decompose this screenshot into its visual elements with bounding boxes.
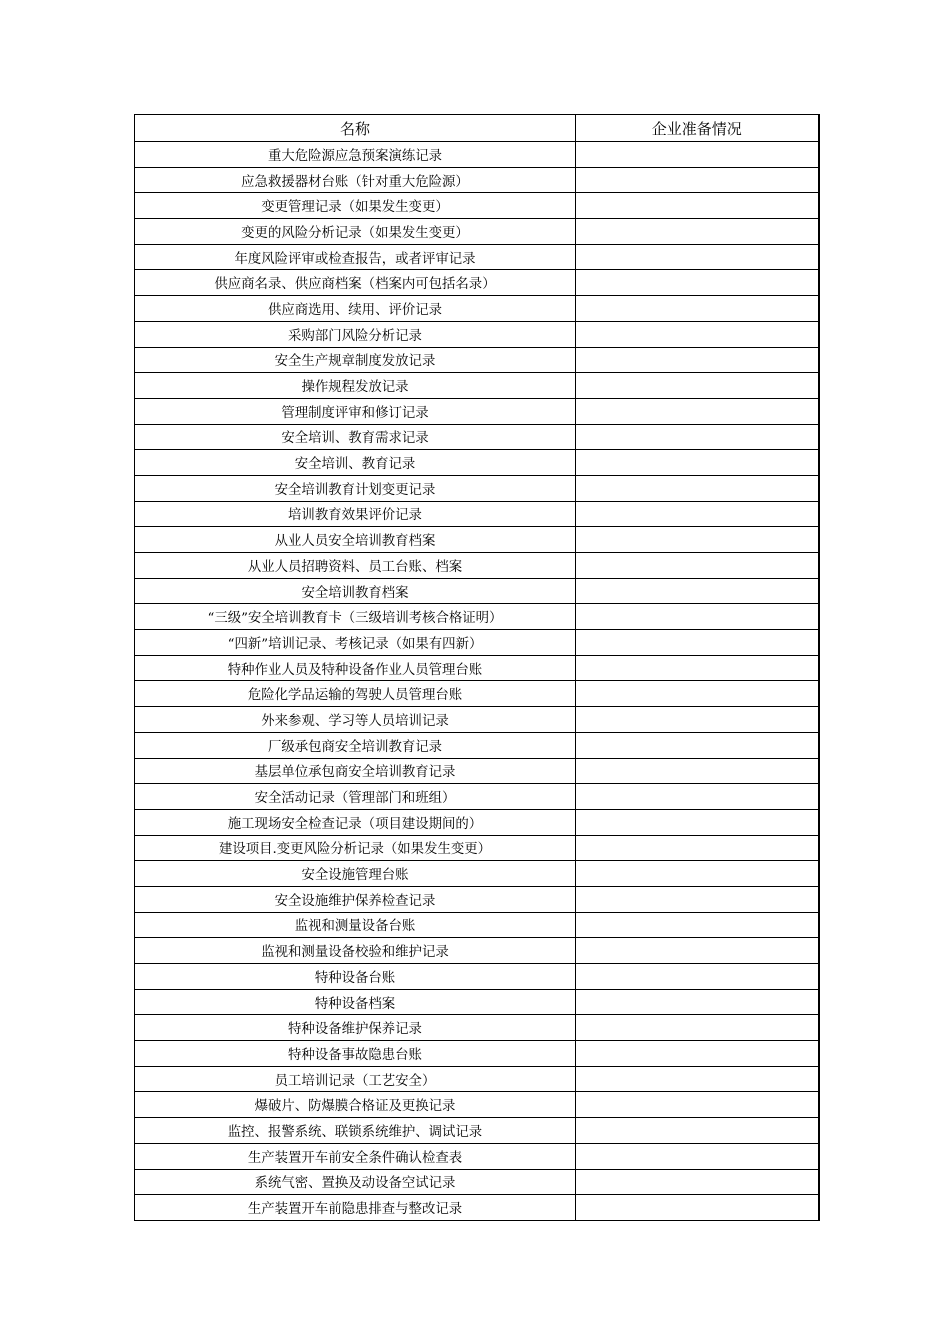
header-name: 名称 — [135, 115, 576, 142]
record-name-cell: 采购部门风险分析记录 — [135, 321, 576, 347]
table-row — [135, 861, 819, 887]
record-status-cell[interactable] — [576, 398, 819, 424]
record-status-cell[interactable] — [576, 347, 819, 373]
record-status-cell[interactable] — [576, 373, 819, 399]
table-row — [135, 784, 819, 810]
records-table — [134, 114, 820, 1221]
table-row — [135, 347, 819, 373]
record-status-cell[interactable] — [576, 1118, 819, 1144]
record-name-cell: 外来参观、学习等人员培训记录 — [135, 707, 576, 733]
record-status-cell[interactable] — [576, 604, 819, 630]
record-status-cell[interactable] — [576, 1169, 819, 1195]
record-status-cell[interactable] — [576, 989, 819, 1015]
table-header-row — [135, 115, 819, 142]
table-row — [135, 707, 819, 733]
record-name-cell: 供应商名录、供应商档案（档案内可包括名录） — [135, 270, 576, 296]
record-status-cell[interactable] — [576, 732, 819, 758]
record-status-cell[interactable] — [576, 1143, 819, 1169]
record-name-cell: 生产装置开车前隐患排查与整改记录 — [135, 1195, 576, 1221]
table-row — [135, 321, 819, 347]
table-row — [135, 398, 819, 424]
table-row — [135, 1041, 819, 1067]
record-name-cell: 安全设施管理台账 — [135, 861, 576, 887]
record-status-cell[interactable] — [576, 424, 819, 450]
table-row — [135, 1169, 819, 1195]
record-status-cell[interactable] — [576, 681, 819, 707]
record-name-cell: 特种设备台账 — [135, 964, 576, 990]
record-name-cell: 厂级承包商安全培训教育记录 — [135, 732, 576, 758]
record-status-cell[interactable] — [576, 296, 819, 322]
record-name-cell: 危险化学品运输的驾驶人员管理台账 — [135, 681, 576, 707]
record-name-cell: 监控、报警系统、联锁系统维护、调试记录 — [135, 1118, 576, 1144]
record-name-cell: 操作规程发放记录 — [135, 373, 576, 399]
table-row — [135, 809, 819, 835]
table-row — [135, 681, 819, 707]
record-name-cell: 安全培训教育档案 — [135, 578, 576, 604]
record-status-cell[interactable] — [576, 886, 819, 912]
table-row — [135, 1015, 819, 1041]
table-row — [135, 142, 819, 168]
record-name-cell: 安全生产规章制度发放记录 — [135, 347, 576, 373]
record-name-cell: 施工现场安全检查记录（项目建设期间的） — [135, 809, 576, 835]
record-name-cell: 系统气密、置换及动设备空试记录 — [135, 1169, 576, 1195]
record-name-cell: “三级”安全培训教育卡（三级培训考核合格证明） — [135, 604, 576, 630]
record-status-cell[interactable] — [576, 501, 819, 527]
record-name-cell: 特种设备事故隐患台账 — [135, 1041, 576, 1067]
record-name-cell: 重大危险源应急预案演练记录 — [135, 142, 576, 168]
record-status-cell[interactable] — [576, 784, 819, 810]
record-name-cell: 从业人员安全培训教育档案 — [135, 527, 576, 553]
table-row — [135, 989, 819, 1015]
table-row — [135, 219, 819, 245]
record-status-cell[interactable] — [576, 809, 819, 835]
record-status-cell[interactable] — [576, 938, 819, 964]
record-name-cell: 安全培训教育计划变更记录 — [135, 475, 576, 501]
record-status-cell[interactable] — [576, 1092, 819, 1118]
record-status-cell[interactable] — [576, 1066, 819, 1092]
table-row — [135, 655, 819, 681]
table-row — [135, 1092, 819, 1118]
table-row — [135, 938, 819, 964]
table-row — [135, 501, 819, 527]
table-row — [135, 296, 819, 322]
table-row — [135, 475, 819, 501]
record-status-cell[interactable] — [576, 912, 819, 938]
record-status-cell[interactable] — [576, 167, 819, 193]
record-name-cell: 应急救援器材台账（针对重大危险源） — [135, 167, 576, 193]
record-name-cell: 特种作业人员及特种设备作业人员管理台账 — [135, 655, 576, 681]
record-name-cell: “四新”培训记录、考核记录（如果有四新） — [135, 630, 576, 656]
record-status-cell[interactable] — [576, 1041, 819, 1067]
record-name-cell: 培训教育效果评价记录 — [135, 501, 576, 527]
header-status: 企业准备情况 — [576, 115, 819, 142]
record-status-cell[interactable] — [576, 964, 819, 990]
record-name-cell: 年度风险评审或检查报告，或者评审记录 — [135, 244, 576, 270]
record-status-cell[interactable] — [576, 193, 819, 219]
record-status-cell[interactable] — [576, 578, 819, 604]
record-name-cell: 特种设备档案 — [135, 989, 576, 1015]
table-row — [135, 886, 819, 912]
records-sheet — [134, 114, 818, 1221]
record-status-cell[interactable] — [576, 1195, 819, 1221]
table-row — [135, 604, 819, 630]
record-name-cell: 特种设备维护保养记录 — [135, 1015, 576, 1041]
table-row — [135, 835, 819, 861]
record-name-cell: 爆破片、防爆膜合格证及更换记录 — [135, 1092, 576, 1118]
record-status-cell[interactable] — [576, 219, 819, 245]
table-row — [135, 578, 819, 604]
table-row — [135, 732, 819, 758]
record-status-cell[interactable] — [576, 270, 819, 296]
table-row — [135, 1118, 819, 1144]
record-name-cell: 监视和测量设备台账 — [135, 912, 576, 938]
table-row — [135, 630, 819, 656]
record-status-cell[interactable] — [576, 450, 819, 476]
table-row — [135, 964, 819, 990]
record-name-cell: 变更的风险分析记录（如果发生变更） — [135, 219, 576, 245]
record-status-cell[interactable] — [576, 527, 819, 553]
record-status-cell[interactable] — [576, 835, 819, 861]
record-name-cell: 安全活动记录（管理部门和班组） — [135, 784, 576, 810]
record-status-cell[interactable] — [576, 707, 819, 733]
record-name-cell: 变更管理记录（如果发生变更） — [135, 193, 576, 219]
record-name-cell: 供应商选用、续用、评价记录 — [135, 296, 576, 322]
table-row — [135, 373, 819, 399]
table-row — [135, 527, 819, 553]
record-name-cell: 生产装置开车前安全条件确认检查表 — [135, 1143, 576, 1169]
table-row — [135, 424, 819, 450]
table-row — [135, 244, 819, 270]
record-name-cell: 监视和测量设备校验和维护记录 — [135, 938, 576, 964]
record-status-cell[interactable] — [576, 861, 819, 887]
record-name-cell: 安全培训、教育记录 — [135, 450, 576, 476]
table-row — [135, 912, 819, 938]
record-status-cell[interactable] — [576, 244, 819, 270]
record-name-cell: 从业人员招聘资料、员工台账、档案 — [135, 553, 576, 579]
record-status-cell[interactable] — [576, 553, 819, 579]
record-name-cell: 基层单位承包商安全培训教育记录 — [135, 758, 576, 784]
record-name-cell: 安全设施维护保养检查记录 — [135, 886, 576, 912]
record-status-cell[interactable] — [576, 321, 819, 347]
table-row — [135, 1195, 819, 1221]
records-body — [135, 142, 819, 1221]
record-name-cell: 员工培训记录（工艺安全） — [135, 1066, 576, 1092]
table-row — [135, 450, 819, 476]
record-status-cell[interactable] — [576, 475, 819, 501]
record-status-cell[interactable] — [576, 142, 819, 168]
record-name-cell: 管理制度评审和修订记录 — [135, 398, 576, 424]
table-row — [135, 270, 819, 296]
record-status-cell[interactable] — [576, 630, 819, 656]
record-name-cell: 建设项目.变更风险分析记录（如果发生变更） — [135, 835, 576, 861]
table-row — [135, 758, 819, 784]
record-name-cell: 安全培训、教育需求记录 — [135, 424, 576, 450]
record-status-cell[interactable] — [576, 655, 819, 681]
table-row — [135, 553, 819, 579]
table-row — [135, 193, 819, 219]
table-row — [135, 1066, 819, 1092]
record-status-cell[interactable] — [576, 1015, 819, 1041]
table-row — [135, 167, 819, 193]
record-status-cell[interactable] — [576, 758, 819, 784]
table-row — [135, 1143, 819, 1169]
